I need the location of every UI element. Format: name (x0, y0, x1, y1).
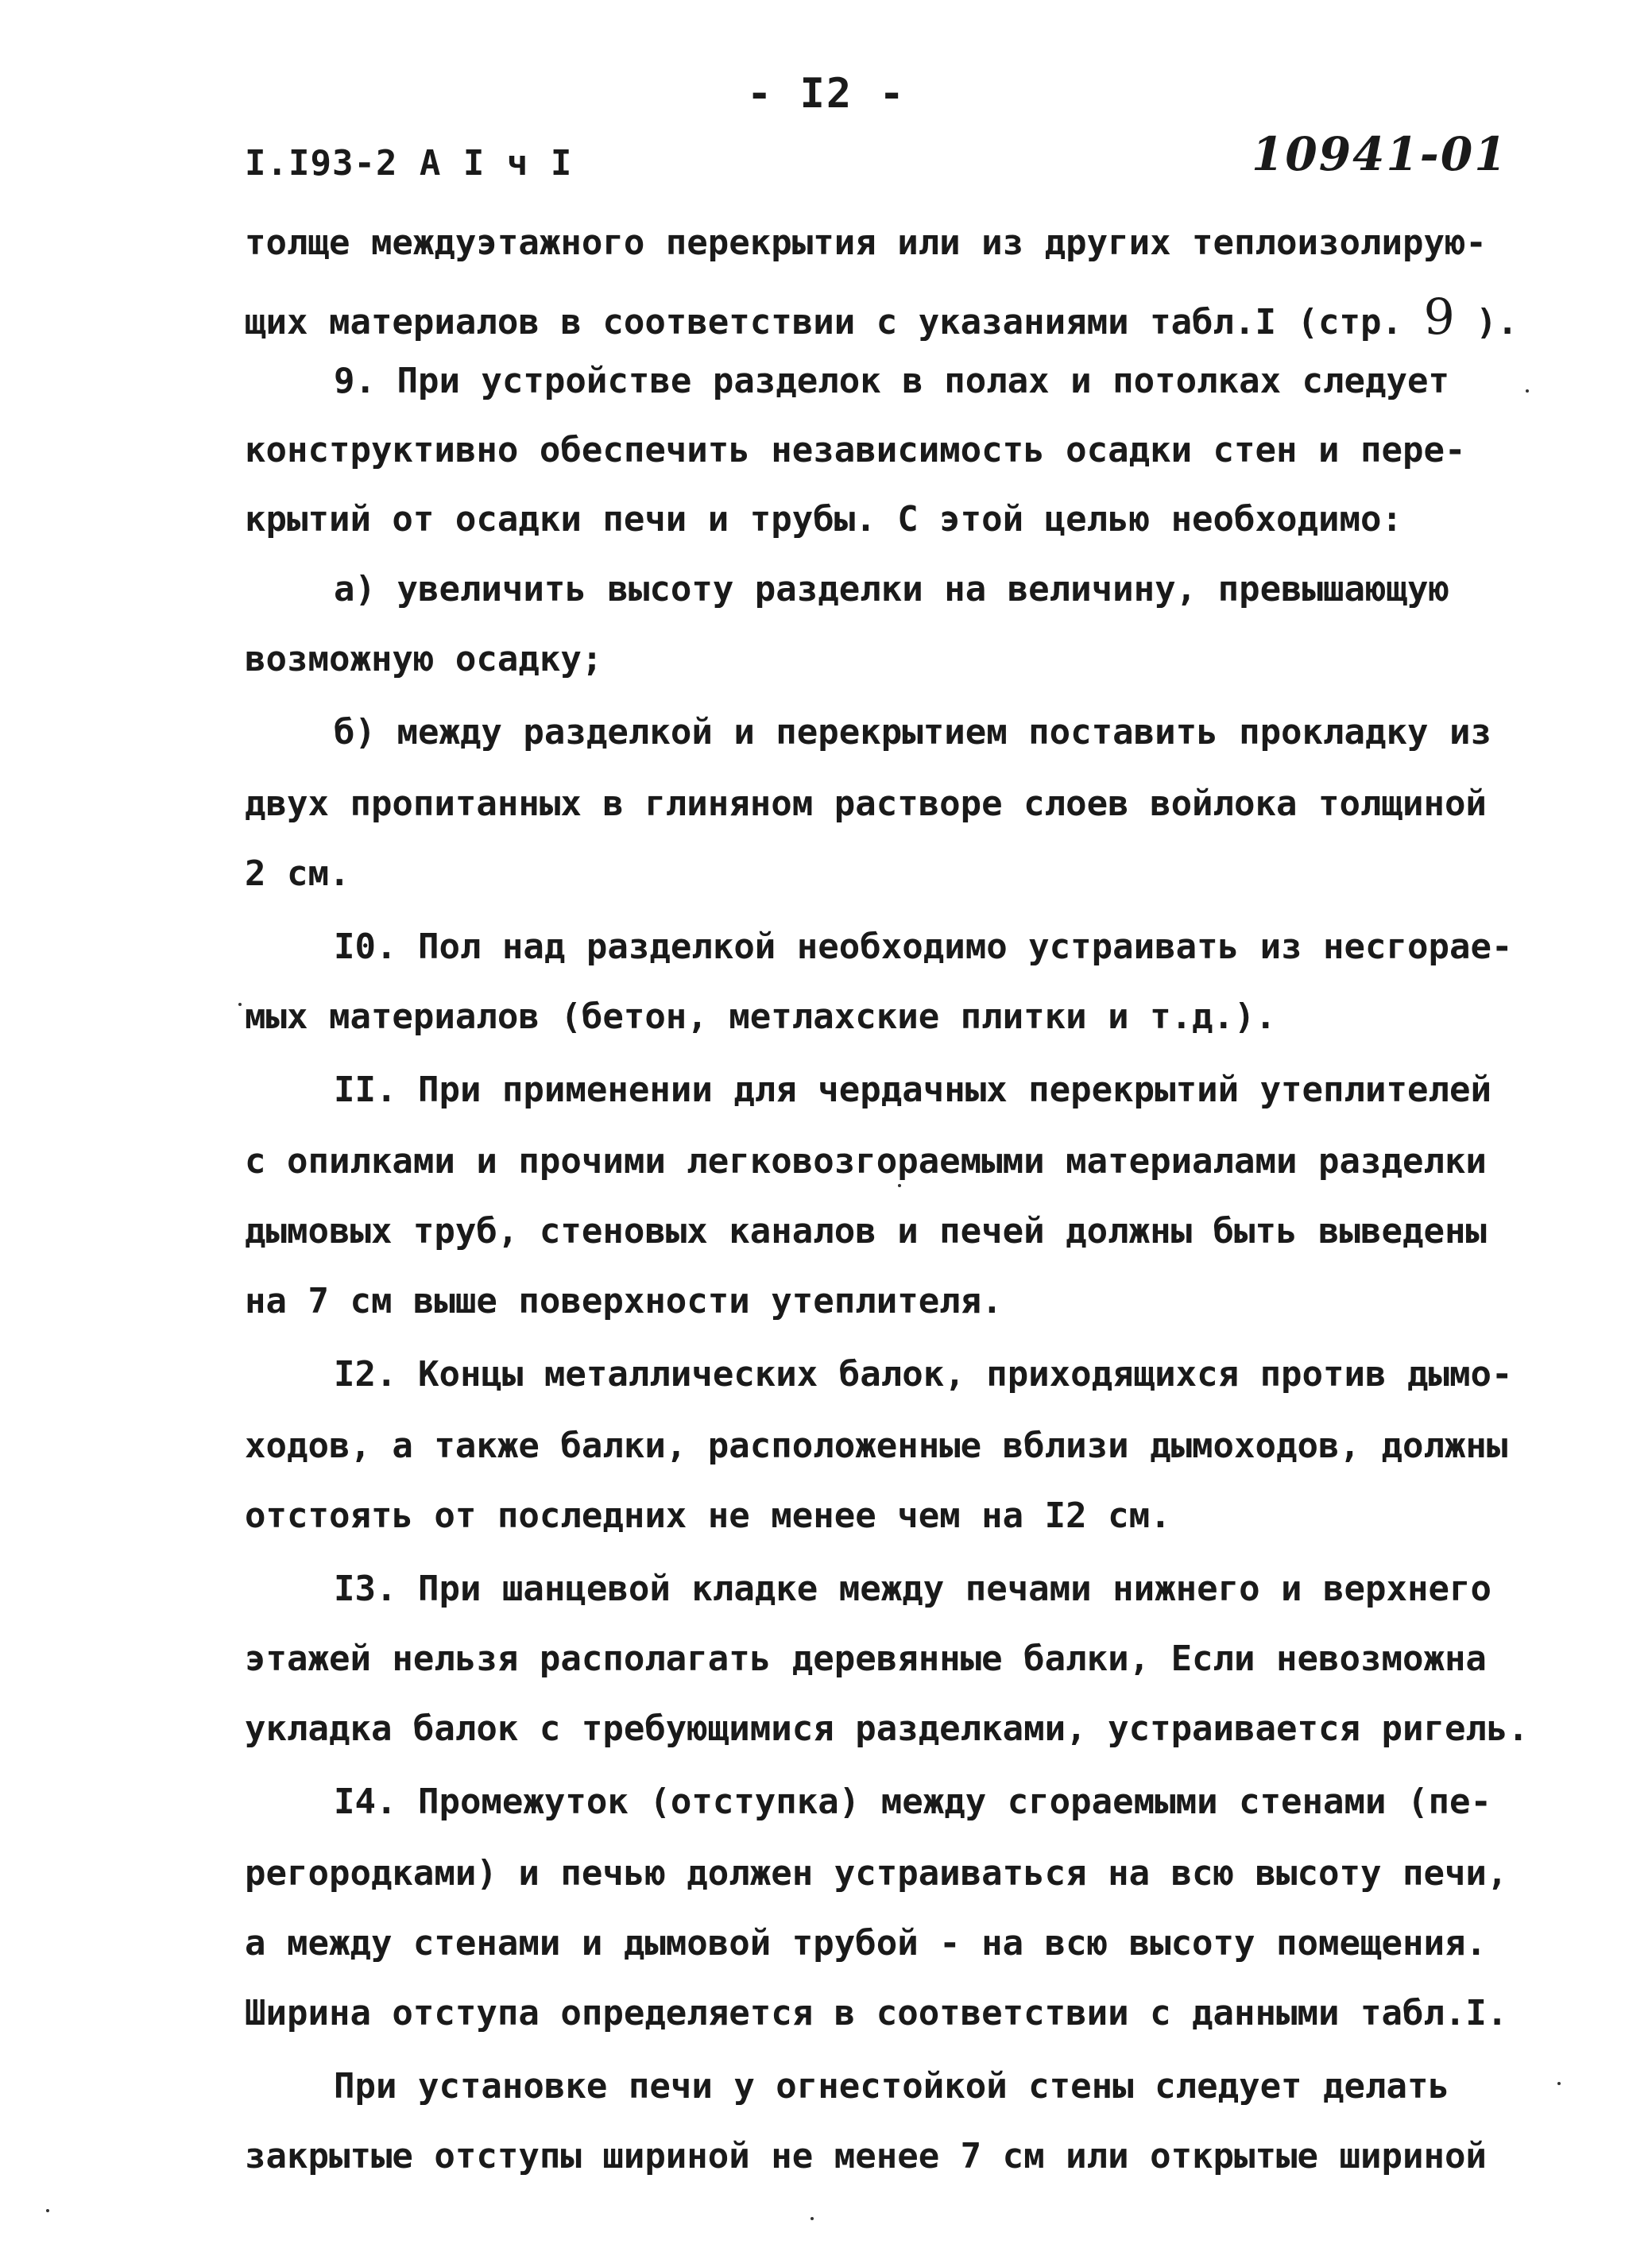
text-line: 2 см. (245, 853, 350, 894)
text-line: II. При применении для чердачных перекрытий утеплителей (334, 1070, 1491, 1110)
text-line: Ширина отступа определяется в соответствии с данными табл.I. (245, 1993, 1508, 2033)
handwritten-page-ref: 9 (1423, 288, 1455, 346)
text-segment: ). (1454, 302, 1519, 342)
text-line: с опилками и прочими легковозгораемыми материалами разделки (245, 1141, 1487, 1182)
text-segment: щих материалов в соответствии с указаниями табл.I (стр. (245, 302, 1424, 342)
scan-speck (1557, 2082, 1561, 2085)
text-line: этажей нельзя располагать деревянные балки, Если невозможна (245, 1639, 1487, 1679)
text-line: толще междуэтажного перекрытия или из других теплоизолирую- (245, 222, 1487, 263)
text-line: на 7 см выше поверхности утеплителя. (245, 1281, 1003, 1321)
text-line: б) между разделкой и перекрытием поставить прокладку из (334, 712, 1491, 753)
text-line: укладка балок с требующимися разделками, устраивается ригель. (245, 1708, 1529, 1749)
text-line: а между стенами и дымовой трубой - на всю высоту помещения. (245, 1923, 1487, 1964)
text-line: возможную осадку; (245, 639, 603, 679)
text-line: При установке печи у огнестойкой стены следует делать (334, 2066, 1449, 2107)
text-line: а) увеличить высоту разделки на величину, превышающую (334, 569, 1449, 609)
scan-speck (1526, 389, 1529, 393)
text-line: дымовых труб, стеновых каналов и печей должны быть выведены (245, 1211, 1487, 1252)
text-line: мых материалов (бетон, метлахские плитки и т.д.). (245, 996, 1277, 1037)
text-line: I2. Концы металлических балок, приходящихся против дымо- (334, 1354, 1513, 1395)
text-line: I4. Промежуток (отступка) между сгораемыми стенами (пе- (334, 1782, 1491, 1822)
text-line: отстоять от последних не менее чем на I2 см. (245, 1495, 1171, 1536)
text-line: 9. При устройстве разделок в полах и потолках следует (334, 361, 1449, 401)
handwritten-reference: 10941-01 (1252, 127, 1508, 181)
text-line: I0. Пол над разделкой необходимо устраивать из несгорае- (334, 927, 1513, 967)
text-line: ходов, а также балки, расположенные вблизи дымоходов, должны (245, 1426, 1508, 1466)
scan-speck (46, 2209, 49, 2212)
document-code: I.I93-2 А I ч I (245, 143, 573, 184)
text-line: крытий от осадки печи и трубы. С этой целью необходимо: (245, 499, 1402, 540)
text-line (245, 288, 1519, 346)
text-line: двух пропитанных в глиняном растворе слоев войлока толщиной (245, 784, 1487, 824)
scan-speck (811, 2217, 814, 2220)
text-line: регородками) и печью должен устраиваться на всю высоту печи, (245, 1853, 1508, 1894)
scan-speck (898, 1184, 901, 1187)
scan-speck (238, 1003, 242, 1006)
text-line: закрытые отступы шириной не менее 7 см или открытые шириной (245, 2136, 1487, 2176)
text-line: конструктивно обеспечить независимость осадки стен и пере- (245, 430, 1466, 470)
page-number: - I2 - (747, 70, 906, 118)
text-line: I3. При шанцевой кладке между печами нижнего и верхнего (334, 1569, 1491, 1609)
